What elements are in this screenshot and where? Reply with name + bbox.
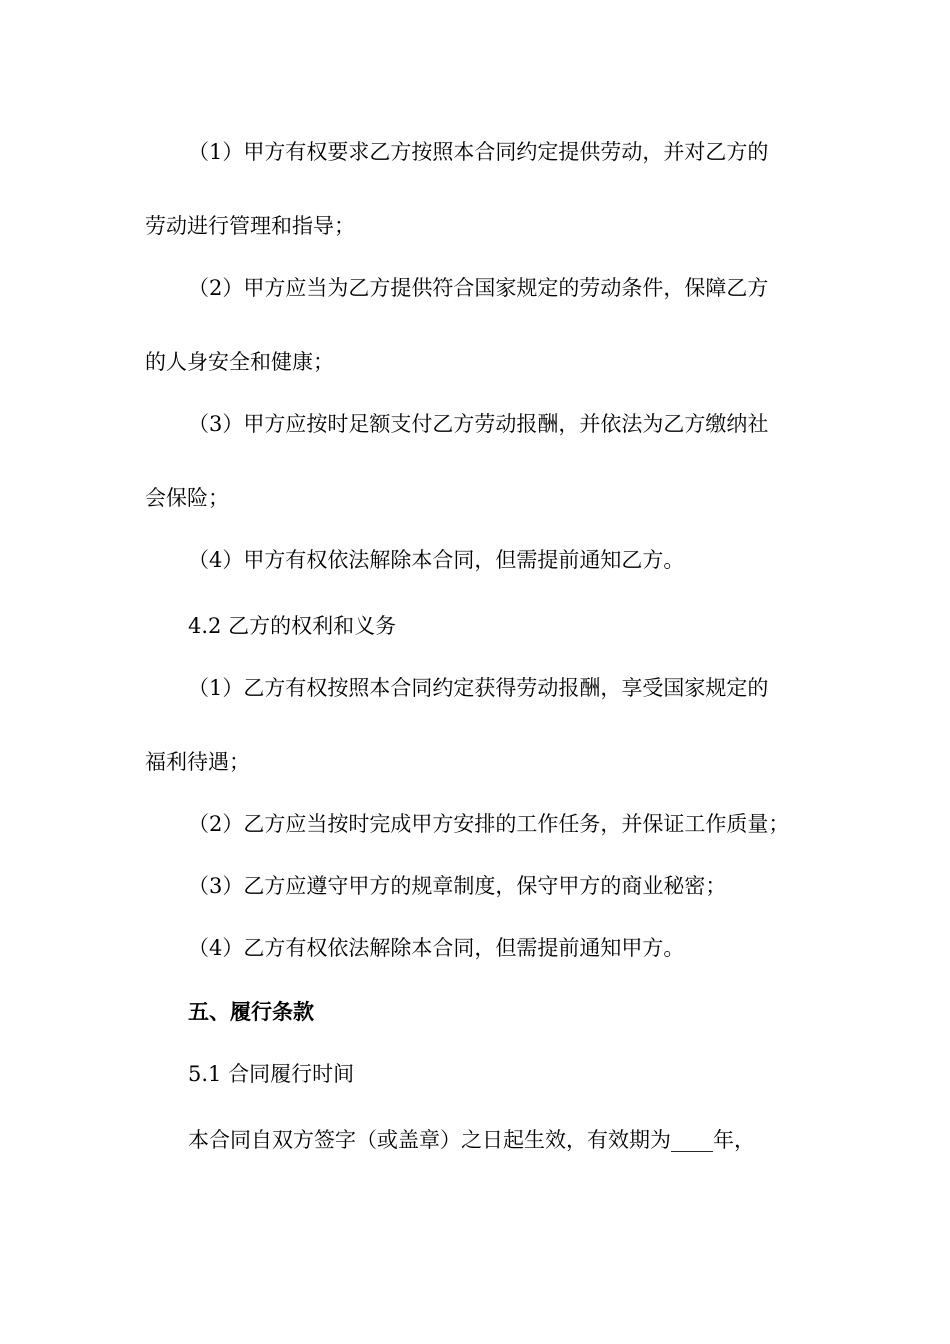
clause-4-1-item-3-line-1: （3）甲方应按时足额支付乙方劳动报酬，并依法为乙方缴纳社	[188, 412, 769, 436]
clause-4-2-item-1-line-1: （1）乙方有权按照本合同约定获得劳动报酬，享受国家规定的	[188, 676, 769, 700]
clause-4-1-item-3-line-2: 会保险；	[145, 486, 229, 510]
clause-4-2-item-1-line-2: 福利待遇；	[145, 750, 250, 774]
clause-4-1-item-1-line-2: 劳动进行管理和指导；	[145, 214, 355, 238]
clause-4-1-item-4: （4）甲方有权依法解除本合同，但需提前通知乙方。	[188, 548, 685, 572]
clause-4-1-item-2-line-1: （2）甲方应当为乙方提供符合国家规定的劳动条件，保障乙方	[188, 276, 769, 300]
clause-4-2-item-3: （3）乙方应遵守甲方的规章制度，保守甲方的商业秘密；	[188, 874, 727, 898]
section-4-2-heading: 4.2 乙方的权利和义务	[188, 614, 397, 638]
clause-4-1-item-2-line-2: 的人身安全和健康；	[145, 350, 334, 374]
clause-5-1-text: 本合同自双方签字（或盖章）之日起生效，有效期为____年，	[188, 1128, 755, 1152]
section-5-heading: 五、履行条款	[188, 999, 314, 1024]
clause-4-2-item-2: （2）乙方应当按时完成甲方安排的工作任务，并保证工作质量；	[188, 812, 790, 836]
section-5-1-heading: 5.1 合同履行时间	[188, 1062, 355, 1086]
clause-4-1-item-1-line-1: （1）甲方有权要求乙方按照本合同约定提供劳动，并对乙方的	[188, 140, 769, 164]
clause-4-2-item-4: （4）乙方有权依法解除本合同，但需提前通知甲方。	[188, 936, 685, 960]
